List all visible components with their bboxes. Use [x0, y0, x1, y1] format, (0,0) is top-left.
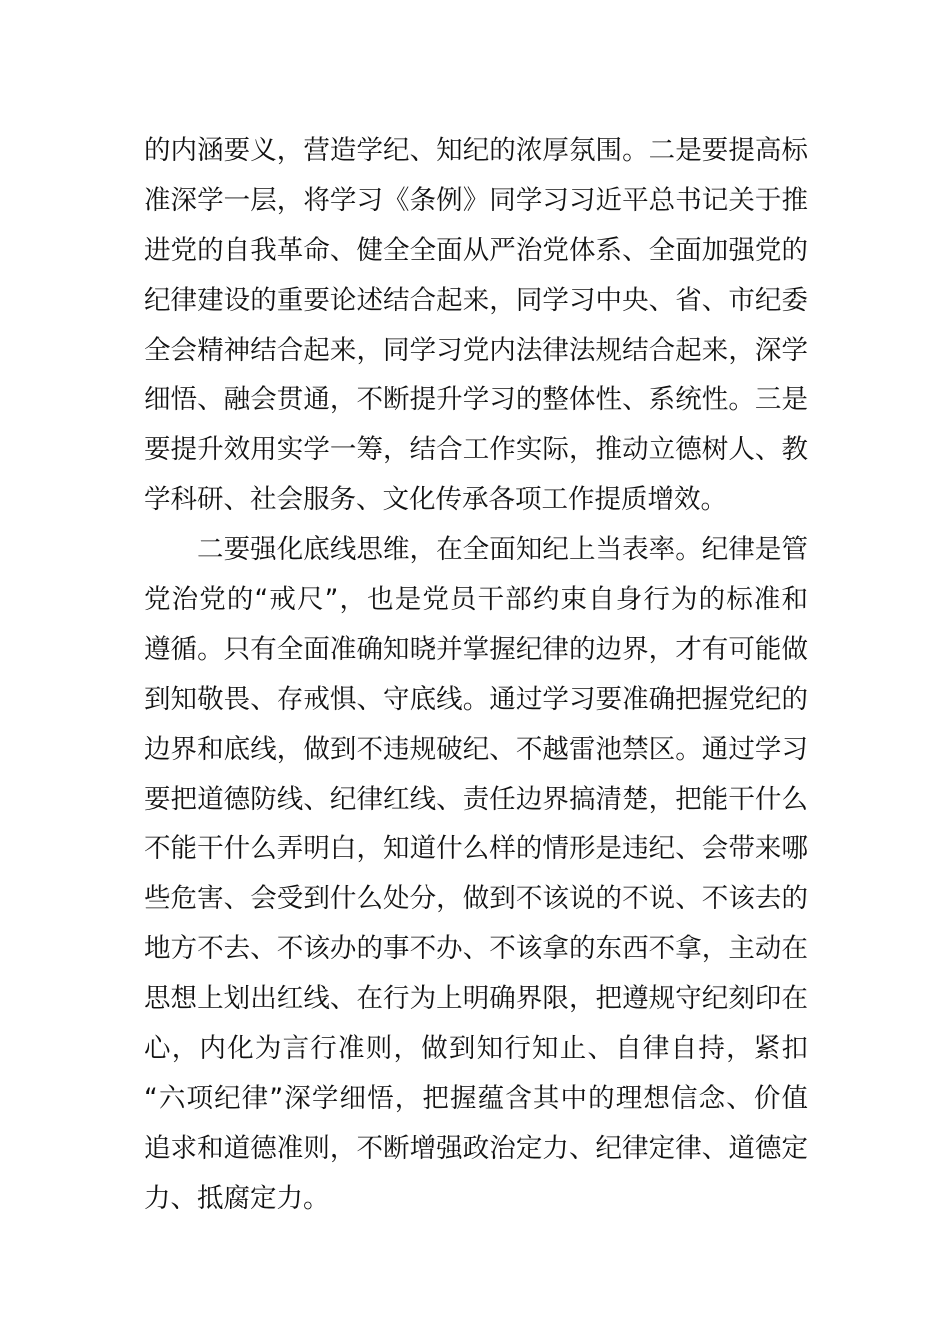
text-line: 进党的自我革命、健全全面从严治党体系、全面加强党的: [144, 234, 808, 266]
paragraph-first-line: 二要强化底线思维，在全面知纪上当表率。纪律是管: [197, 534, 808, 566]
text-line: 纪律建设的重要论述结合起来，同学习中央、省、市纪委: [144, 284, 808, 316]
text-line: 些危害、会受到什么处分，做到不该说的不说、不该去的: [144, 883, 808, 915]
text-line: 遵循。只有全面准确知晓并掌握纪律的边界，才有可能做: [144, 633, 808, 665]
text-line: 思想上划出红线、在行为上明确界限，把遵规守纪刻印在: [144, 983, 808, 1015]
text-line: “六项纪律”深学细悟，把握蕴含其中的理想信念、价值: [144, 1082, 808, 1114]
text-line: 细悟、融会贯通，不断提升学习的整体性、系统性。三是: [144, 384, 808, 416]
body-text: [144, 126, 808, 1224]
text-line: 到知敬畏、存戒惧、守底线。通过学习要准确把握党纪的: [144, 683, 808, 715]
text-line: 心，内化为言行准则，做到知行知止、自律自持，紧扣: [144, 1033, 808, 1065]
paragraph-last-line: 学科研、社会服务、文化传承各项工作提质增效。: [144, 484, 727, 516]
text-line: 全会精神结合起来，同学习党内法律法规结合起来，深学: [144, 334, 808, 366]
text-line: 的内涵要义，营造学纪、知纪的浓厚氛围。二是要提高标: [144, 135, 808, 166]
text-line: 党治党的“戒尺”，也是党员干部约束自身行为的标准和: [144, 584, 808, 616]
text-line: 要提升效用实学一筹，结合工作实际，推动立德树人、教: [144, 434, 808, 466]
text-line: 要把道德防线、纪律红线、责任边界搞清楚，把能干什么: [144, 783, 808, 815]
text-line: 准深学一层，将学习《条例》同学习习近平总书记关于推: [144, 184, 808, 216]
text-line: 不能干什么弄明白，知道什么样的情形是违纪、会带来哪: [144, 833, 808, 865]
paragraph-last-line: 力、抵腐定力。: [144, 1182, 330, 1214]
text-line: 边界和底线，做到不违规破纪、不越雷池禁区。通过学习: [144, 733, 808, 765]
text-line: 追求和道德准则，不断增强政治定力、纪律定律、道德定: [144, 1132, 808, 1164]
text-line: 地方不去、不该办的事不办、不该拿的东西不拿，主动在: [144, 933, 808, 965]
